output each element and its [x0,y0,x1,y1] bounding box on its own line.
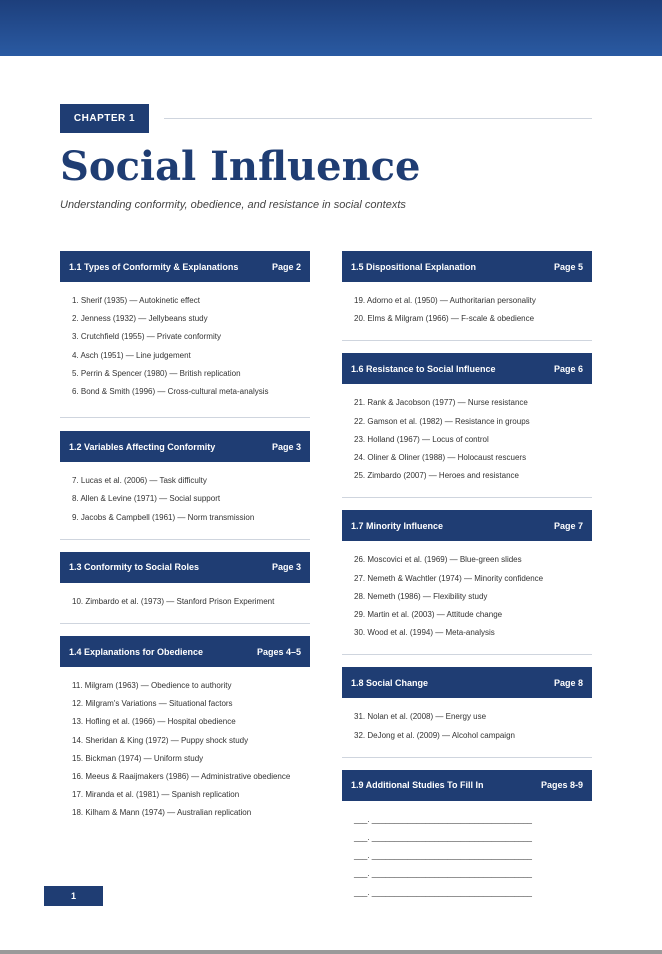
section-title: 1.3 Conformity to Social Roles [69,562,200,573]
section-header [342,353,592,384]
list-item: 30. Wood et al. (1994) — Meta-analysis [354,628,495,638]
section-header [342,510,592,541]
section-divider [342,654,592,655]
list-item: 25. Zimbardo (2007) — Heroes and resistance [354,471,519,481]
fill-in-line[interactable]: ___. ____________________________________ [354,887,532,897]
list-item: 32. DeJong et al. (2009) — Alcohol campaign [354,730,515,740]
study-list [60,462,310,527]
section-title: 1.8 Social Change [351,677,429,688]
study-list [60,282,310,401]
page-subtitle: Understanding conformity, obedience, and resistance in social contexts [60,199,406,211]
list-item: 8. Allen & Levine (1971) — Social support [72,494,221,504]
list-item: 17. Miranda et al. (1981) — Spanish replication [72,790,240,800]
section-title: 1.2 Variables Affecting Conformity [69,441,216,452]
page-title: Social Influence [60,143,421,190]
section-divider [60,623,310,624]
top-banner [0,0,662,56]
section-page-ref: Page 2 [271,261,301,272]
section [60,636,310,822]
list-item: 27. Nemeth & Wachtler (1974) — Minority confidence [354,573,544,583]
section-header [342,667,592,698]
fill-in-line[interactable]: ___. ____________________________________ [354,833,532,843]
section-divider [342,497,592,498]
list-item: 10. Zimbardo et al. (1973) — Stanford Prison Experiment [72,596,275,606]
section [342,353,592,498]
section-header [342,770,592,801]
list-item: 31. Nolan et al. (2008) — Energy use [354,712,487,722]
list-item: 24. Oliner & Oliner (1988) — Holocaust rescuers [354,453,527,463]
section-header [342,251,592,282]
section-title: 1.5 Dispositional Explanation [351,261,477,272]
section-divider [342,340,592,341]
section-page-ref: Page 5 [553,261,583,272]
list-item: 22. Gamson et al. (1982) — Resistance in groups [354,416,530,426]
section-title: 1.9 Additional Studies To Fill In [351,780,484,791]
list-item: 20. Elms & Milgram (1966) — F-scale & obedience [354,314,535,324]
list-item: 29. Martin et al. (2003) — Attitude change [354,610,503,620]
section-title: 1.1 Types of Conformity & Explanations [69,261,239,272]
section-page-ref: Page 6 [553,363,583,374]
study-list [60,667,310,822]
section-divider [60,539,310,540]
section-page-ref: Page 8 [553,677,583,688]
study-list [60,583,310,611]
section [60,552,310,624]
section-title: 1.4 Explanations for Obedience [69,646,204,657]
section-page-ref: Pages 4–5 [256,646,301,657]
section-title: 1.6 Resistance to Social Influence [351,363,496,374]
list-item: 3. Crutchfield (1955) — Private conformity [72,332,221,342]
section [60,251,310,418]
section-divider [60,417,310,418]
study-list [342,698,592,744]
list-item: 6. Bond & Smith (1996) — Cross-cultural meta-analysis [72,387,269,397]
list-item: 19. Adorno et al. (1950) — Authoritarian personality [354,296,536,305]
list-item: 7. Lucas et al. (2006) — Task difficulty [72,476,207,486]
left-column [60,251,310,822]
section [342,770,592,902]
list-item: 28. Nemeth (1986) — Flexibility study [354,591,488,601]
list-item: 12. Milgram's Variations — Situational factors [72,699,233,709]
section-header [60,552,310,583]
list-item: 18. Kilham & Mann (1974) — Australian replication [72,808,252,818]
list-item: 1. Sherif (1935) — Autokinetic effect [72,296,200,305]
section-page-ref: Page 7 [553,520,583,531]
list-item: 2. Jenness (1932) — Jellybeans study [72,314,208,324]
chapter-badge: CHAPTER 1 [60,104,149,133]
section-page-ref: Pages 8-9 [540,780,583,791]
list-item: 26. Moscovici et al. (1969) — Blue-green slides [354,555,522,565]
list-item: 21. Rank & Jacobson (1977) — Nurse resistance [354,398,528,408]
chapter-divider [164,118,592,119]
section [342,667,592,757]
section-header [60,251,310,282]
section-page-ref: Page 3 [271,562,301,573]
list-item: 16. Meeus & Raaijmakers (1986) — Administrative obedience [72,772,291,782]
section [342,251,592,341]
fill-in-line[interactable]: ___. ____________________________________ [354,814,532,824]
fill-in-list [342,801,592,902]
study-list [342,384,592,485]
study-list [342,282,592,328]
bottom-border [0,950,662,954]
page-number: 1 [44,886,103,906]
section [60,431,310,540]
section-title: 1.7 Minority Influence [351,520,444,531]
list-item: 4. Asch (1951) — Line judgement [72,350,191,360]
section-divider [342,757,592,758]
section [342,510,592,655]
list-item: 11. Milgram (1963) — Obedience to authority [72,681,232,691]
list-item: 14. Sheridan & King (1972) — Puppy shock study [72,735,249,745]
right-column [342,251,592,902]
list-item: 15. Bickman (1974) — Uniform study [72,753,204,763]
list-item: 5. Perrin & Spencer (1980) — British replication [72,368,241,378]
section-page-ref: Page 3 [271,441,301,452]
fill-in-line[interactable]: ___. ____________________________________ [354,869,532,879]
section-header [60,636,310,667]
list-item: 9. Jacobs & Campbell (1961) — Norm transmission [72,512,255,522]
list-item: 13. Hofling et al. (1966) — Hospital obedience [72,717,236,727]
study-list [342,541,592,642]
section-header [60,431,310,462]
list-item: 23. Holland (1967) — Locus of control [354,434,489,444]
fill-in-line[interactable]: ___. ____________________________________ [354,851,532,861]
